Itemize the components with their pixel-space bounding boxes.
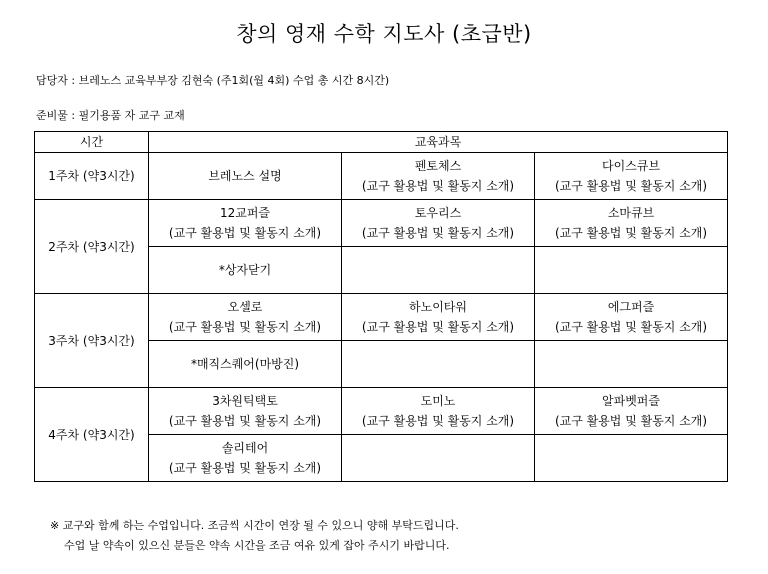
subject-cell [535, 153, 728, 200]
subject-cell [535, 388, 728, 435]
subject-cell [342, 388, 535, 435]
subject-description: (교구 활용법 및 활동지 소개) [554, 179, 708, 193]
subject-cell [342, 294, 535, 341]
table-row [35, 294, 728, 341]
subject-cell [149, 388, 342, 435]
schedule-table [34, 131, 728, 482]
subject-cell [342, 200, 535, 247]
subject-cell [149, 247, 342, 294]
header-time: 시간 [35, 132, 149, 153]
subject-name: 알파벳퍼즐 [602, 394, 660, 408]
subject-description: (교구 활용법 및 활동지 소개) [168, 320, 322, 334]
subject-cell [149, 294, 342, 341]
subject-cell [535, 294, 728, 341]
subject-name: *상자닫기 [218, 263, 272, 277]
subject-description: (교구 활용법 및 활동지 소개) [168, 461, 322, 475]
week-label: 4주차 (약3시간) [35, 388, 149, 482]
subject-name: 브레노스 설명 [208, 169, 282, 183]
notice [50, 516, 459, 556]
subject-cell [342, 435, 535, 482]
subject-description: (교구 활용법 및 활동지 소개) [554, 414, 708, 428]
subject-description: (교구 활용법 및 활동지 소개) [361, 179, 515, 193]
subject-cell [149, 200, 342, 247]
supplies-info: 준비물 : 필기용품 자 교구 교재 [36, 109, 185, 122]
week-label: 3주차 (약3시간) [35, 294, 149, 388]
subject-cell [535, 247, 728, 294]
subject-description: (교구 활용법 및 활동지 소개) [168, 226, 322, 240]
subject-name: 토우리스 [414, 206, 462, 220]
notice-line-1: ※ 교구와 함께 하는 수업입니다. 조금씩 시간이 연장 될 수 있으니 양해 부탁드립니다. [50, 519, 459, 532]
subject-cell [149, 435, 342, 482]
subject-name: 솔리테어 [221, 441, 269, 455]
subject-name: 소마큐브 [607, 206, 655, 220]
subject-description: (교구 활용법 및 활동지 소개) [361, 226, 515, 240]
subject-name: 도미노 [420, 394, 456, 408]
table-row [35, 153, 728, 200]
subject-cell [342, 153, 535, 200]
subject-cell [535, 200, 728, 247]
header-row [35, 132, 728, 153]
subject-name: 에그퍼즐 [607, 300, 655, 314]
notice-line-2: 수업 날 약속이 있으신 분들은 약속 시간을 조금 여유 있게 잡아 주시기 바랍니다. [64, 539, 450, 552]
subject-name: 펜토체스 [414, 159, 462, 173]
table-row [35, 200, 728, 247]
header-curriculum: 교육과목 [149, 132, 728, 153]
subject-description: (교구 활용법 및 활동지 소개) [554, 320, 708, 334]
page-title: 창의 영재 수학 지도사 (초급반) [236, 22, 532, 46]
subject-cell [535, 341, 728, 388]
table-row [35, 388, 728, 435]
week-label: 2주차 (약3시간) [35, 200, 149, 294]
subject-description: (교구 활용법 및 활동지 소개) [361, 414, 515, 428]
subject-name: 12교퍼즐 [219, 206, 271, 220]
subject-cell [342, 341, 535, 388]
subject-description: (교구 활용법 및 활동지 소개) [168, 414, 322, 428]
subject-name: 3차원틱택토 [212, 394, 278, 408]
week-label: 1주차 (약3시간) [35, 153, 149, 200]
instructor-info: 담당자 : 브레노스 교육부부장 김현숙 (주1회(월 4회) 수업 총 시간 8시간) [36, 74, 390, 87]
subject-cell [149, 153, 342, 200]
subject-name: 오셀로 [227, 300, 263, 314]
subject-cell [149, 341, 342, 388]
subject-name: 다이스큐브 [602, 159, 660, 173]
subject-description: (교구 활용법 및 활동지 소개) [554, 226, 708, 240]
subject-description: (교구 활용법 및 활동지 소개) [361, 320, 515, 334]
subject-cell [342, 247, 535, 294]
subject-name: *매직스퀘어(마방진) [190, 357, 300, 371]
subject-cell [535, 435, 728, 482]
subject-name: 하노이타워 [409, 300, 467, 314]
